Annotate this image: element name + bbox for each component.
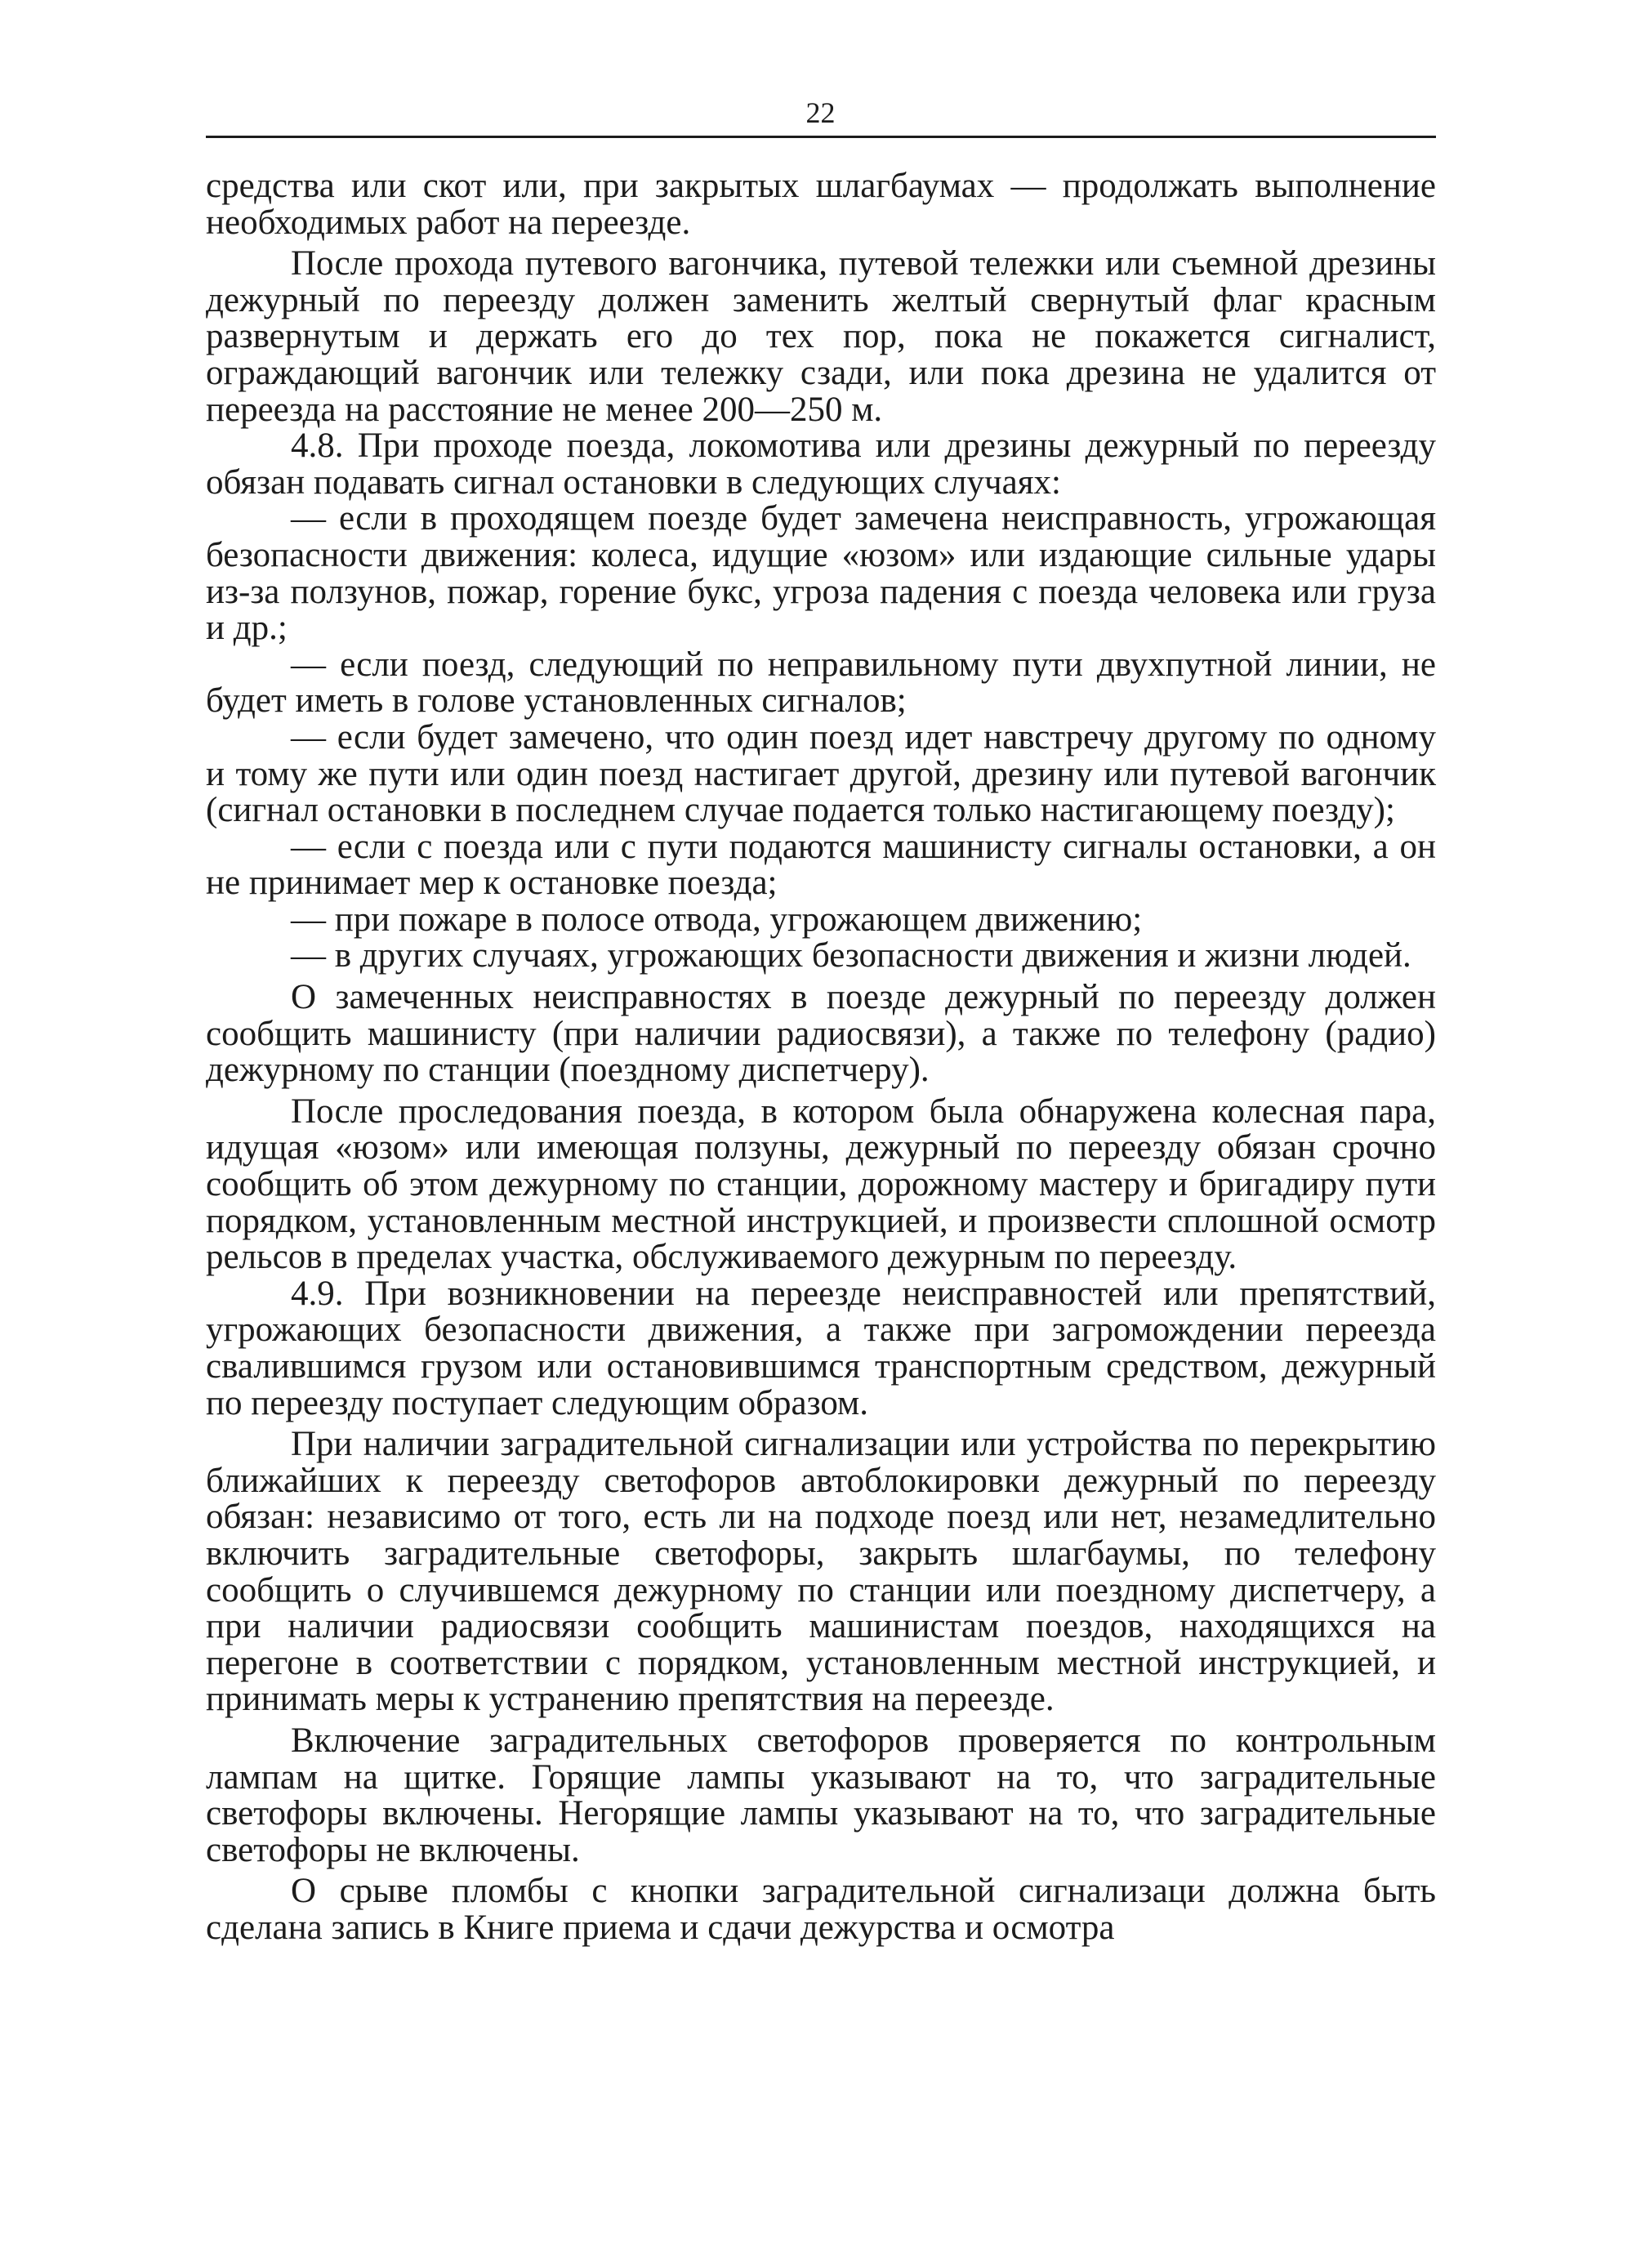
section-paragraph-4-9: 4.9. При возникновении на переезде неисправностей или препятствий, угрожающих безопасности движения, а также при загромождении переезда свалившимся грузом или остановившимся транспортным средством, дежурный по переезду поступает следующим образом. xyxy=(206,1274,1436,1422)
list-item: — если в проходящем поезде будет замечена неисправность, угрожающая безопасности движения: колеса, идущие «юзом» или издающие сильные удары из-за ползунов, пожар, горение букс, угроза падения с поезда человека или груза и др.; xyxy=(206,499,1436,648)
paragraph: О срыве пломбы с кнопки заградительной сигнализаци должна быть сделана запись в Книге приема и сдачи дежурства и осмотра xyxy=(206,1872,1436,1947)
paragraph: При наличии заградительной сигнализации или устройства по перекрытию ближайших к переезду светофоров автоблокировки дежурный по переезду обязан: независимо от того, есть ли на подходе поезд или нет, незамедлительно включить заградительные светофоры, закрыть шлагбаумы, по телефону сообщить о случившемся дежурному по станции или поездному диспетчеру, а при наличии радиосвязи сообщить машинистам поездов, находящихся на перегоне в соответствии с порядком, установленным местной инструкцией, и принимать меры к устранению препятствия на переезде. xyxy=(206,1425,1436,1719)
body-text xyxy=(206,168,1436,1947)
list-item: — при пожаре в полосе отвода, угрожающем движению; xyxy=(291,900,1143,939)
paragraph: О замеченных неисправностях в поезде дежурный по переезду должен сообщить машинисту (при наличии радиосвязи), а также по телефону (радио) дежурному по станции (поездному диспетчеру). xyxy=(206,978,1436,1090)
paragraph: Включение заградительных светофоров проверяется по контрольным лампам на щитке. Горящие лампы указывают на то, что заградительные светофоры включены. Негорящие лампы указывают на то, что заградительные светофоры не включены. xyxy=(206,1721,1436,1869)
list-item: — в других случаях, угрожающих безопасности движения и жизни людей. xyxy=(291,936,1411,976)
paragraph: средства или скот или, при закрытых шлагбаумах — продолжать выполнение необходимых работ на переезде. xyxy=(206,167,1436,242)
list-item: — если будет замечено, что один поезд идет навстречу другому по одному и тому же пути или один поезд настигает другой, дрезину или путевой вагончик (сигнал остановки в последнем случае подается только настигающему поезду); xyxy=(206,717,1436,830)
page-number: 22 xyxy=(805,96,836,129)
list-item: — если с поезда или с пути подаются машинисту сигналы остановки, а он не принимает мер к остановке поезда; xyxy=(206,827,1436,903)
paragraph: После проследования поезда, в котором была обнаружена колесная пара, идущая «юзом» или имеющая ползуны, дежурный по переезду обязан срочно сообщить об этом дежурному по станции, дорожному мастеру и бригадиру пути порядком, установленным местной инструкцией, и произвести сплошной осмотр рельсов в пределах участка, обслуживаемого дежурным по переезду. xyxy=(206,1092,1436,1277)
paragraph: После прохода путевого вагончика, путевой тележки или съемной дрезины дежурный по переезду должен заменить желтый свернутый флаг красным развернутым и держать его до тех пор, пока не покажется сигналист, ограждающий вагончик или тележку сзади, или пока дрезина не удалится от переезда на расстояние не менее 200—250 м. xyxy=(206,244,1436,429)
section-paragraph-4-8: 4.8. При проходе поезда, локомотива или дрезины дежурный по переезду обязан подавать сигнал остановки в следующих случаях: xyxy=(206,426,1436,502)
header-rule xyxy=(206,136,1436,138)
list-item: — если поезд, следующий по неправильному пути двухпутной линии, не будет иметь в голове установленных сигналов; xyxy=(206,645,1436,721)
